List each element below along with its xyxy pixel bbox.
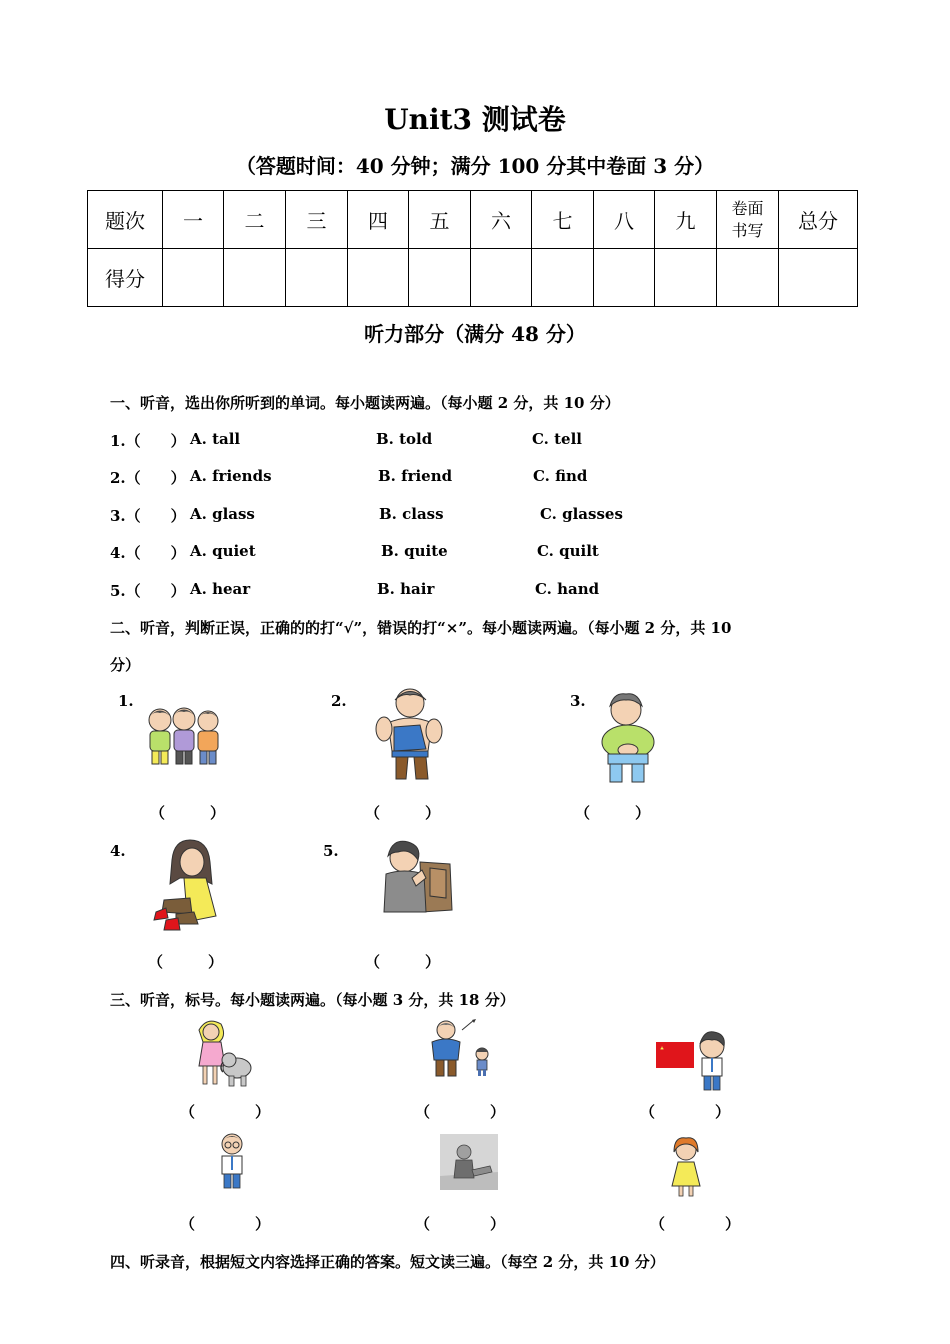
s3-answer-5[interactable]: （ ） [415,1215,506,1233]
s3-answer-2[interactable]: （ ） [415,1103,506,1121]
q5-option-a: A. hear [190,580,251,598]
q1-option-c: C. tell [532,430,582,448]
col-header: 九 [655,191,717,249]
q3-option-c: C. glasses [540,505,623,523]
s2-item1-number: 1. [118,692,134,710]
q5-number: 5.（ ） [110,582,186,600]
writing-line2: 书写 [731,220,764,240]
q4-option-c: C. quilt [537,542,599,560]
score-cell[interactable] [779,249,858,307]
q3-option-a: A. glass [190,505,255,523]
col-header-total: 总分 [779,191,858,249]
section2-heading: 二、听音，判断正误，正确的的打“√”，错误的打“×”。每小题读两遍。（每小题 2 分，共 10 [110,619,732,637]
s2-item5-answer[interactable]: （ ） [365,953,441,971]
s3-answer-6[interactable]: （ ） [650,1215,741,1233]
s2-item2-answer[interactable]: （ ） [365,804,441,822]
q3-option-b: B. class [379,505,444,523]
score-table [87,190,858,307]
q4-option-a: A. quiet [190,542,256,560]
q4-option-b: B. quite [381,542,448,560]
col-header-writing [717,191,779,249]
col-header: 三 [286,191,348,249]
boy-left [149,709,171,764]
sitting-woman-picture [440,1134,498,1190]
strong-man-picture [370,685,450,782]
q2-option-c: C. find [533,467,588,485]
q1-option-b: B. told [376,430,433,448]
section2-heading-cont: 分） [110,656,141,674]
q3-number: 3.（ ） [110,507,186,525]
s2-item4-number: 4. [110,842,126,860]
score-cell[interactable] [471,249,532,307]
q2-option-b: B. friend [378,467,453,485]
s2-item3-number: 3. [570,692,586,710]
s2-item3-answer[interactable]: （ ） [575,804,651,822]
row-label-question: 题次 [88,191,163,249]
girl-with-elephant-picture [193,1016,255,1090]
section3-heading: 三、听音，标号。每小题读两遍。（每小题 3 分，共 18 分） [110,991,515,1009]
s3-answer-4[interactable]: （ ） [180,1215,271,1233]
boy-with-backpack-picture [378,838,456,918]
score-cell[interactable] [224,249,286,307]
boy-with-glasses-picture [212,1130,252,1192]
q2-option-a: A. friends [190,467,272,485]
page-title: Unit3 测试卷 [384,103,566,136]
q2-number: 2.（ ） [110,469,186,487]
col-header: 四 [348,191,409,249]
exam-info: （答题时间：40 分钟；满分 100 分其中卷面 3 分） [235,154,715,178]
s2-item1-answer[interactable]: （ ） [150,804,226,822]
q5-option-c: C. hand [535,580,600,598]
score-cell[interactable] [655,249,717,307]
flag-and-boy-picture [654,1030,730,1092]
fat-boy-picture [592,690,664,784]
three-boys-picture [140,700,230,768]
score-cell[interactable] [286,249,348,307]
s3-answer-1[interactable]: （ ） [180,1103,271,1121]
score-cell[interactable] [348,249,409,307]
s2-item5-number: 5. [323,842,339,860]
col-header: 八 [594,191,655,249]
col-header: 二 [224,191,286,249]
row-label-score: 得分 [88,249,163,307]
q5-option-b: B. hair [377,580,435,598]
q4-number: 4.（ ） [110,544,186,562]
s2-item4-answer[interactable]: （ ） [148,953,224,971]
col-header: 一 [163,191,224,249]
writing-line1: 卷面 [731,198,764,218]
col-header: 七 [532,191,594,249]
score-cell[interactable] [409,249,471,307]
section1-heading: 一、听音，选出你所听到的单词。每小题读两遍。（每小题 2 分，共 10 分） [110,394,620,412]
q1-number: 1.（ ） [110,432,186,450]
boy-right [198,711,218,764]
tall-man-short-boy-picture [422,1018,502,1080]
section4-heading: 四、听录音，根据短文内容选择正确的答案。短文读三遍。（每空 2 分，共 10 分） [110,1253,665,1271]
s3-answer-3[interactable]: （ ） [640,1103,731,1121]
s2-item2-number: 2. [331,692,347,710]
sitting-girl-picture [150,838,232,934]
col-header: 五 [409,191,471,249]
score-cell[interactable] [532,249,594,307]
listening-heading: 听力部分（满分 48 分） [364,322,586,346]
score-cell[interactable] [717,249,779,307]
score-cell[interactable] [163,249,224,307]
boy-middle [173,708,195,764]
col-header: 六 [471,191,532,249]
q1-option-a: A. tall [190,430,241,448]
score-cell[interactable] [594,249,655,307]
little-girl-picture [668,1134,704,1198]
